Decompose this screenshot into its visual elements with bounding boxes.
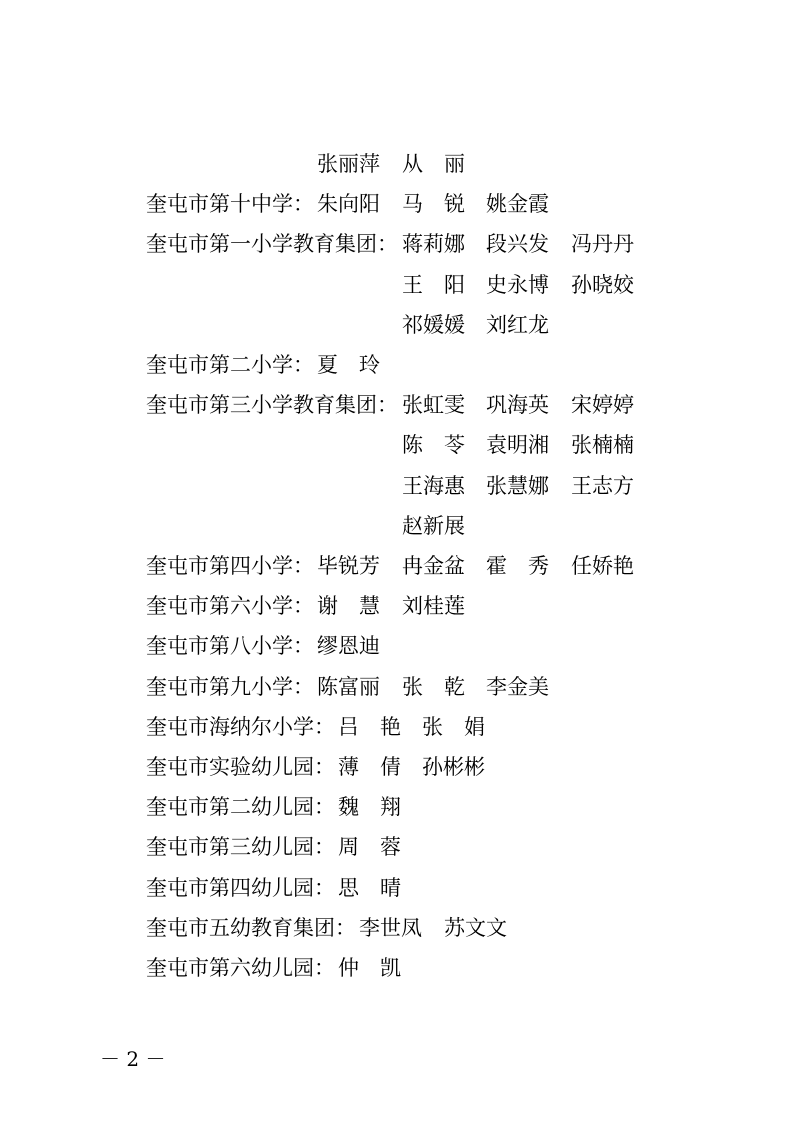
person-name: 缪恩迪	[317, 634, 380, 659]
person-name: 李金美	[486, 674, 549, 699]
list-item	[0, 224, 793, 264]
person-name: 冉金盆	[402, 554, 465, 578]
list-item	[0, 425, 793, 465]
person-name: 段兴发	[486, 232, 549, 257]
list-item	[0, 466, 793, 506]
person-name: 谢 慧	[317, 594, 380, 619]
organization-name: 奎屯市五幼教育集团：	[146, 915, 356, 940]
person-name: 朱向阳	[317, 192, 380, 217]
person-name: 孙彬彬	[422, 755, 485, 779]
person-name: 吕 艳	[338, 714, 401, 739]
organization-name: 奎屯市第八小学：	[146, 634, 314, 659]
list-item	[0, 385, 793, 425]
person-name: 刘红龙	[486, 312, 549, 337]
person-name: 赵新展	[402, 513, 465, 538]
person-name: 陈 苓	[402, 433, 465, 458]
list-item	[0, 506, 793, 546]
person-name: 张楠楠	[571, 433, 634, 458]
page-number: － 2 －	[100, 1047, 166, 1071]
person-name: 史永博	[486, 272, 549, 297]
person-name: 任娇艳	[571, 554, 634, 578]
list-item	[0, 265, 793, 305]
person-name: 巩海英	[486, 393, 549, 418]
person-name: 袁明湘	[486, 433, 549, 458]
person-name: 魏 翔	[338, 795, 401, 820]
person-name: 冯丹丹	[571, 232, 634, 257]
person-name: 张虹雯	[402, 393, 465, 418]
person-name: 苏文文	[444, 915, 507, 940]
person-name: 张 乾	[402, 674, 465, 699]
person-name: 毕锐芳	[317, 554, 380, 578]
person-name: 马 锐	[402, 192, 465, 217]
list-item	[0, 184, 793, 224]
person-name: 薄 倩	[338, 755, 401, 779]
person-name: 周 蓉	[338, 835, 401, 860]
person-name: 王 阳	[402, 272, 465, 297]
list-item	[0, 707, 793, 747]
organization-name: 奎屯市第十中学：	[146, 192, 314, 217]
list-item	[0, 667, 793, 707]
list-item	[0, 305, 793, 345]
person-name: 孙晓姣	[571, 272, 634, 297]
list-item	[0, 868, 793, 908]
person-name: 霍 秀	[486, 554, 549, 578]
list-item	[0, 586, 793, 626]
list-item	[0, 144, 793, 184]
organization-name: 奎屯市第二幼儿园：	[146, 795, 335, 820]
list-item	[0, 747, 793, 787]
person-name: 王海惠	[402, 473, 465, 498]
person-name: 陈富丽	[317, 674, 380, 699]
person-name: 宋婷婷	[571, 393, 634, 418]
person-name: 王志方	[571, 473, 634, 498]
organization-name: 奎屯市海纳尔小学：	[146, 714, 335, 739]
organization-name: 奎屯市第四小学：	[146, 554, 314, 578]
list-item	[0, 787, 793, 827]
organization-name: 奎屯市第六幼儿园：	[146, 956, 335, 980]
person-name: 从 丽	[402, 152, 465, 176]
person-name: 仲 凯	[338, 956, 401, 980]
organization-name: 奎屯市第三小学教育集团：	[146, 393, 398, 418]
organization-name: 奎屯市第二小学：	[146, 353, 314, 377]
organization-name: 奎屯市实验幼儿园：	[146, 755, 335, 779]
person-name: 蒋莉娜	[402, 232, 465, 257]
organization-name: 奎屯市第三幼儿园：	[146, 835, 335, 860]
organization-name: 奎屯市第四幼儿园：	[146, 875, 335, 900]
list-item	[0, 345, 793, 385]
person-name: 祁媛媛	[402, 312, 465, 337]
list-item	[0, 948, 793, 988]
list-item	[0, 626, 793, 666]
person-name: 张丽萍	[317, 152, 380, 176]
person-name: 张 娟	[422, 714, 485, 739]
list-item	[0, 827, 793, 867]
person-name: 张慧娜	[486, 473, 549, 498]
person-name: 思 晴	[338, 875, 401, 900]
person-name: 李世凤	[359, 915, 422, 940]
organization-name: 奎屯市第一小学教育集团：	[146, 232, 398, 257]
person-name: 姚金霞	[486, 192, 549, 217]
organization-name: 奎屯市第六小学：	[146, 594, 314, 619]
person-name: 刘桂莲	[402, 594, 465, 619]
organization-name: 奎屯市第九小学：	[146, 674, 314, 699]
list-item	[0, 908, 793, 948]
person-name: 夏 玲	[317, 353, 380, 377]
list-item	[0, 546, 793, 586]
